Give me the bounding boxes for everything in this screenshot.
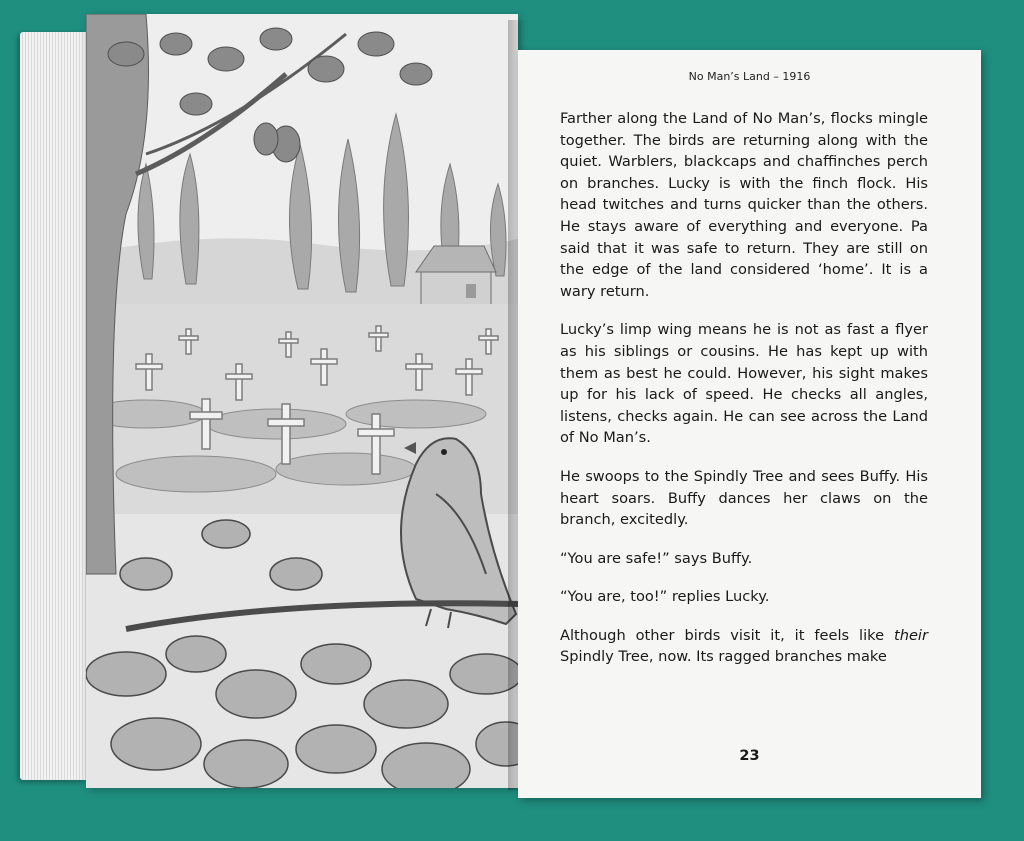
- page-block-edge: [20, 32, 86, 780]
- paragraph-2: Lucky’s limp wing means he is not as fast a flyer as his siblings or cousins. He has kept up with them as best he could. However, his sight makes up for his lack of speed. He checks all angles, listens, checks again. He can see across the Land of No Man’s.: [560, 321, 928, 447]
- paragraph-1: Farther along the Land of No Man’s, flocks mingle together. The birds are returning along with the quiet. Warblers, blackcaps and chaffinches perch on branches. Lucky is with the finch flock. His head twitches and turns quicker than the others. He stays aware of everything and everyone. Pa said that it was safe to return. They are still on the edge of the land considered ‘home’. It is a wary return.: [560, 110, 928, 300]
- paragraph-6-emphasis: their: [893, 626, 928, 644]
- paragraph-6-start: Although other birds visit it, it feels like: [560, 626, 894, 644]
- running-header: No Man’s Land – 1916: [688, 70, 811, 83]
- paragraph-5: “You are, too!” replies Lucky.: [560, 588, 770, 606]
- paragraph-3: He swoops to the Spindly Tree and sees Buffy. His heart soars. Buffy dances her claws on the branch, excitedly.: [560, 467, 928, 529]
- body-text: [560, 108, 928, 685]
- page-number: 23: [739, 748, 760, 764]
- cottage: [416, 246, 496, 312]
- paragraph-6-end: Spindly Tree, now. Its ragged branches make: [560, 648, 887, 666]
- text-page: [518, 50, 981, 798]
- paragraph-6: [560, 625, 928, 668]
- paragraph-4: “You are safe!” says Buffy.: [560, 549, 753, 567]
- illustration-page: [86, 14, 518, 788]
- illustration-drawing: [86, 14, 518, 788]
